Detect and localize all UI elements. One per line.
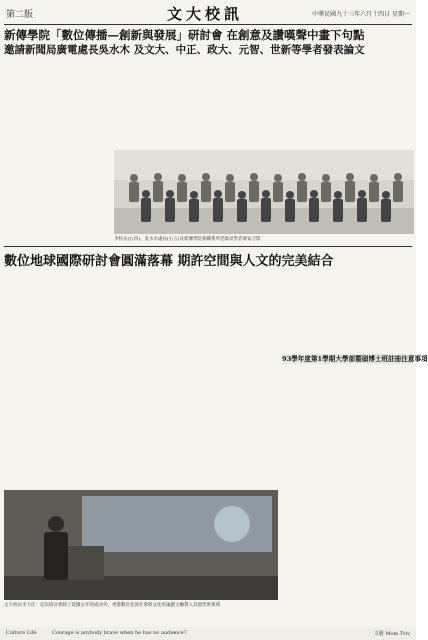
seminar-photo-caption: 李校長(右四)、吳水木處長(右五)及新傳學院相關系所老師及學者專家合影 <box>114 237 261 242</box>
footer-section-label: Culture Life <box>6 630 37 636</box>
seminar-group-photo <box>114 150 414 234</box>
registration-notice-headline: 93學年度第1學期大學部暨碩博士班註冊注意事項 <box>282 355 428 363</box>
footer-right-label: 文藝 Mom Triv <box>373 631 410 637</box>
digital-earth-column-2 <box>72 270 138 486</box>
group-photo-image <box>114 150 414 234</box>
masthead-rule <box>4 24 412 25</box>
conference-speaker-photo <box>4 490 278 600</box>
issue-date: 中華民國九十三年六月十四日 星期一 <box>312 11 410 18</box>
speaker-photo-caption: 文大校長李天任：這次研討會除了延續去年的成功外，更將數位化的社會與文化的議題主軸帶入其他學術領域 <box>4 603 220 608</box>
footer-caption: Courage is anybody brave when he has no audience? <box>52 630 187 636</box>
digital-earth-column-1 <box>4 270 68 486</box>
seminar-article-column-4 <box>316 58 412 148</box>
section-divider <box>4 246 412 247</box>
footer-bar <box>0 627 416 640</box>
seminar-article-column-3 <box>216 58 312 148</box>
seminar-subheadline: 邀請新聞局廣電處長吳水木 及文大、中正、政大、元智、世新等學者發表論文 <box>4 44 365 56</box>
digital-earth-column-4 <box>212 270 278 486</box>
registration-notice-column-1 <box>282 368 346 618</box>
speaker-photo-image <box>4 490 278 600</box>
seminar-article-column-1 <box>4 58 112 244</box>
digital-earth-column-5 <box>282 270 412 350</box>
registration-notice-column-2 <box>348 368 412 618</box>
digital-earth-headline: 數位地球國際研討會圓滿落幕 期許空間與人文的完美結合 <box>4 254 334 269</box>
seminar-article-column-2 <box>116 58 212 148</box>
masthead <box>0 0 416 26</box>
newspaper-title: 文大校訊 <box>166 5 243 23</box>
digital-earth-column-3 <box>142 270 208 486</box>
seminar-headline: 新傳學院「數位傳播—創新與發展」研討會 在創意及讚嘆聲中畫下句點 <box>4 28 365 42</box>
edition-label: 第二版 <box>6 10 34 20</box>
